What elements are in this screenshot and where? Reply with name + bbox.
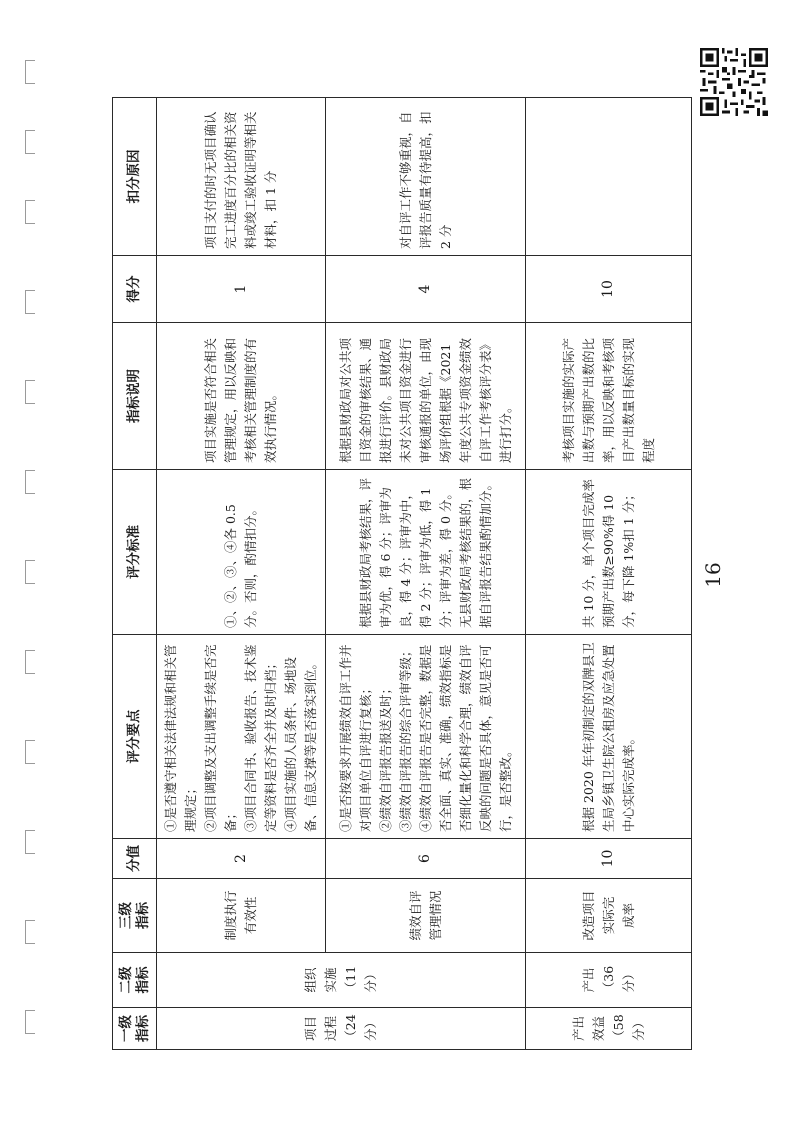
- level3-cell: 制度执行 有效性: [157, 879, 326, 953]
- level2-org: 组织 实施 （11 分）: [157, 953, 526, 1008]
- deduct-cell: 对自评工作不够重视，自评报告质量有待提高，扣 2 分: [326, 98, 526, 256]
- score-cell: 4: [326, 256, 526, 323]
- points-cell: ①是否按要求开展绩效自评工作并对项目单位自评进行复核； ②绩效自评报告报送及时； ③绩效自评报告的综合评审等级； ④绩效自评报告是否完整，数据是否全面、真实、准确，绩效指标是否细化量化和科学合理，绩效自评反映的问题是否具体，意见是否可行，是否整改。: [326, 635, 526, 839]
- header-score: 得分: [113, 256, 157, 323]
- evaluation-table-area: [112, 98, 680, 1050]
- criteria-cell: 共 10 分，单个项目完成率预期产出数≥90%得 10 分，每下降 1%扣 1 分；: [526, 470, 692, 635]
- header-weight: 分值: [113, 839, 157, 879]
- weight-cell: 6: [326, 839, 526, 879]
- table-row: [326, 98, 526, 1050]
- level3-cell: 绩效自评 管理情况: [326, 879, 526, 953]
- deduct-cell: [526, 98, 692, 256]
- header-points: 评分要点: [113, 635, 157, 839]
- header-level2: 二级 指标: [113, 953, 157, 1008]
- header-criteria: 评分标准: [113, 470, 157, 635]
- score-cell: 1: [157, 256, 326, 323]
- qr-code-icon: [700, 48, 768, 116]
- explain-cell: 根据县财政局对公共项目资金的审核结果、通报进行评价。县财政局未对公共项目资金进行审核通报的单位，由现场评价组根据《2021 年度公共专项资金绩效自评工作考核评分表》进行打分。: [326, 323, 526, 470]
- table-row: [526, 98, 692, 1050]
- table-row: [157, 98, 326, 1050]
- evaluation-table: [112, 97, 692, 1050]
- header-deduct: 扣分原因: [113, 98, 157, 256]
- binding-marks: [25, 60, 39, 1090]
- table-header-row: [113, 98, 157, 1050]
- level1-process: 项目 过程 （24 分）: [157, 1008, 526, 1050]
- header-level1: 一级 指标: [113, 1008, 157, 1050]
- page-number: 16: [701, 562, 725, 588]
- criteria-cell: 根据县财政局考核结果，评审为优，得 6 分；评审为良，得 4 分；评审为中，得 2 分；评审为低，得 1 分；评审为差，得 0 分。无县财政局考核结果的，根据自评报告结果酌情加分。: [326, 470, 526, 635]
- points-cell: 根据 2020 年年初制定的双牌县卫生局乡镇卫生院公租房及应急处置中心实际完成率。: [526, 635, 692, 839]
- level2-output: 产出 （36 分）: [526, 953, 692, 1008]
- level1-output: 产出 效益 （58 分）: [526, 1008, 692, 1050]
- deduct-cell: 项目支付的时无项目确认完工进度百分比的相关资料或竣工验收证明等相关材料，扣 1 分: [157, 98, 326, 256]
- header-explain: 指标说明: [113, 323, 157, 470]
- criteria-cell: ①、②、③、④各 0.5 分。否则，酌情扣分。: [157, 470, 326, 635]
- explain-cell: 项目实施是否符合相关管理规定，用以反映和考核相关管理制度的有效执行情况。: [157, 323, 326, 470]
- level3-cell: 改造项目 实际完 成率: [526, 879, 692, 953]
- weight-cell: 10: [526, 839, 692, 879]
- header-level3: 三级 指标: [113, 879, 157, 953]
- score-cell: 10: [526, 256, 692, 323]
- explain-cell: 考核项目实施的实际产出数与预期产出数的比率，用以反映和考核项目产出数量目标的实现程度: [526, 323, 692, 470]
- points-cell: ①是否遵守相关法律法规和相关管理规定； ②项目调整及支出调整手续是否完备； ③项目合同书、验收报告、技术鉴定等资料是否齐全并及时归档； ④项目实施的人员条件、场地设备、信息支撑等是否落实到位。: [157, 635, 326, 839]
- weight-cell: 2: [157, 839, 326, 879]
